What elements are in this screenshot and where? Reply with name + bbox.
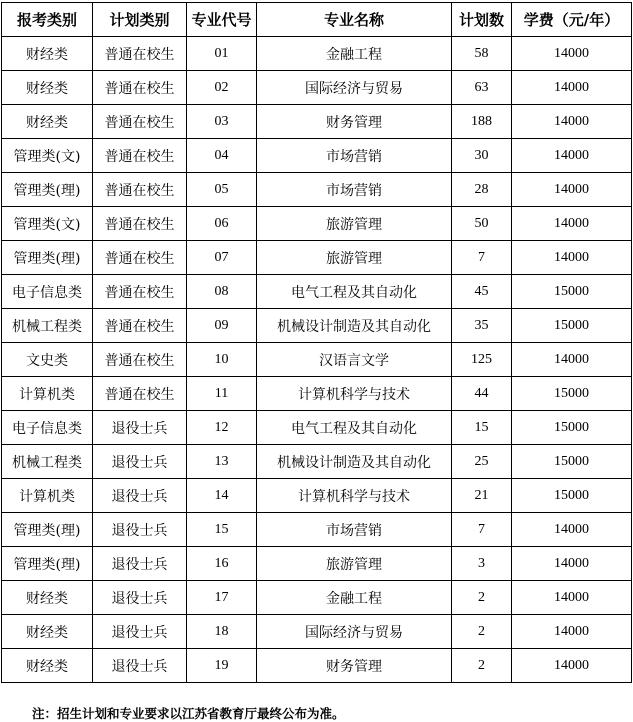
cell-major-code: 04	[187, 139, 257, 173]
cell-major-name: 国际经济与贸易	[257, 71, 452, 105]
header-plan-type: 计划类别	[93, 3, 187, 37]
cell-category: 管理类(理)	[2, 513, 93, 547]
cell-major-code: 02	[187, 71, 257, 105]
cell-major-name: 机械设计制造及其自动化	[257, 445, 452, 479]
header-plan-count: 计划数	[452, 3, 512, 37]
cell-tuition: 15000	[512, 411, 632, 445]
cell-major-code: 15	[187, 513, 257, 547]
enrollment-plan-table	[1, 2, 632, 683]
table-row	[2, 173, 632, 207]
table-row	[2, 479, 632, 513]
cell-plan-count: 58	[452, 37, 512, 71]
cell-plan-count: 35	[452, 309, 512, 343]
cell-tuition: 15000	[512, 275, 632, 309]
cell-plan-type: 普通在校生	[93, 71, 187, 105]
cell-plan-type: 退役士兵	[93, 445, 187, 479]
cell-major-code: 14	[187, 479, 257, 513]
cell-tuition: 14000	[512, 615, 632, 649]
cell-plan-count: 21	[452, 479, 512, 513]
cell-tuition: 14000	[512, 581, 632, 615]
cell-major-name: 旅游管理	[257, 241, 452, 275]
cell-category: 财经类	[2, 71, 93, 105]
cell-tuition: 15000	[512, 479, 632, 513]
cell-tuition: 14000	[512, 139, 632, 173]
cell-plan-count: 63	[452, 71, 512, 105]
cell-category: 财经类	[2, 649, 93, 683]
cell-major-name: 计算机科学与技术	[257, 377, 452, 411]
cell-plan-count: 2	[452, 649, 512, 683]
cell-plan-count: 25	[452, 445, 512, 479]
cell-tuition: 15000	[512, 309, 632, 343]
cell-major-name: 电气工程及其自动化	[257, 411, 452, 445]
cell-major-name: 计算机科学与技术	[257, 479, 452, 513]
cell-major-name: 汉语言文学	[257, 343, 452, 377]
table-row	[2, 547, 632, 581]
cell-plan-type: 退役士兵	[93, 615, 187, 649]
table-row	[2, 139, 632, 173]
cell-plan-type: 普通在校生	[93, 139, 187, 173]
table-row	[2, 207, 632, 241]
cell-major-code: 01	[187, 37, 257, 71]
cell-plan-count: 15	[452, 411, 512, 445]
cell-plan-type: 普通在校生	[93, 241, 187, 275]
cell-major-code: 16	[187, 547, 257, 581]
cell-major-code: 06	[187, 207, 257, 241]
cell-plan-count: 30	[452, 139, 512, 173]
cell-category: 管理类(理)	[2, 547, 93, 581]
cell-plan-count: 45	[452, 275, 512, 309]
cell-plan-count: 125	[452, 343, 512, 377]
cell-major-code: 17	[187, 581, 257, 615]
table-row	[2, 411, 632, 445]
cell-category: 电子信息类	[2, 411, 93, 445]
cell-category: 机械工程类	[2, 309, 93, 343]
header-major-name: 专业名称	[257, 3, 452, 37]
table-row	[2, 71, 632, 105]
cell-tuition: 14000	[512, 547, 632, 581]
cell-plan-type: 普通在校生	[93, 105, 187, 139]
cell-major-name: 市场营销	[257, 513, 452, 547]
cell-major-name: 机械设计制造及其自动化	[257, 309, 452, 343]
cell-category: 管理类(理)	[2, 241, 93, 275]
cell-major-code: 18	[187, 615, 257, 649]
cell-major-code: 10	[187, 343, 257, 377]
cell-major-name: 金融工程	[257, 581, 452, 615]
cell-plan-count: 188	[452, 105, 512, 139]
cell-major-code: 13	[187, 445, 257, 479]
cell-plan-count: 44	[452, 377, 512, 411]
cell-plan-type: 普通在校生	[93, 275, 187, 309]
cell-plan-count: 7	[452, 513, 512, 547]
cell-category: 机械工程类	[2, 445, 93, 479]
cell-plan-type: 普通在校生	[93, 173, 187, 207]
cell-category: 财经类	[2, 105, 93, 139]
table-row	[2, 275, 632, 309]
cell-major-code: 11	[187, 377, 257, 411]
header-tuition: 学费（元/年）	[512, 3, 632, 37]
cell-plan-type: 普通在校生	[93, 207, 187, 241]
header-major-code: 专业代号	[187, 3, 257, 37]
header-row	[2, 3, 632, 37]
cell-plan-type: 普通在校生	[93, 343, 187, 377]
table-row	[2, 377, 632, 411]
table-row	[2, 615, 632, 649]
table-row	[2, 105, 632, 139]
cell-tuition: 14000	[512, 173, 632, 207]
table-row	[2, 241, 632, 275]
table-body	[2, 37, 632, 683]
table-row	[2, 649, 632, 683]
cell-plan-type: 退役士兵	[93, 411, 187, 445]
cell-plan-count: 2	[452, 615, 512, 649]
cell-tuition: 14000	[512, 37, 632, 71]
table-row	[2, 37, 632, 71]
cell-plan-type: 退役士兵	[93, 649, 187, 683]
cell-tuition: 14000	[512, 207, 632, 241]
cell-plan-count: 2	[452, 581, 512, 615]
cell-tuition: 14000	[512, 241, 632, 275]
cell-plan-type: 退役士兵	[93, 547, 187, 581]
cell-category: 文史类	[2, 343, 93, 377]
cell-major-code: 19	[187, 649, 257, 683]
header-category: 报考类别	[2, 3, 93, 37]
cell-tuition: 15000	[512, 377, 632, 411]
cell-plan-type: 普通在校生	[93, 309, 187, 343]
cell-major-code: 07	[187, 241, 257, 275]
cell-category: 管理类(理)	[2, 173, 93, 207]
cell-plan-type: 退役士兵	[93, 479, 187, 513]
cell-plan-type: 退役士兵	[93, 581, 187, 615]
cell-category: 管理类(文)	[2, 207, 93, 241]
cell-category: 电子信息类	[2, 275, 93, 309]
table-row	[2, 343, 632, 377]
cell-major-code: 05	[187, 173, 257, 207]
cell-plan-count: 7	[452, 241, 512, 275]
cell-major-code: 09	[187, 309, 257, 343]
cell-major-name: 市场营销	[257, 139, 452, 173]
cell-major-name: 电气工程及其自动化	[257, 275, 452, 309]
cell-category: 计算机类	[2, 377, 93, 411]
cell-tuition: 14000	[512, 513, 632, 547]
table-row	[2, 513, 632, 547]
cell-plan-count: 50	[452, 207, 512, 241]
cell-major-name: 财务管理	[257, 649, 452, 683]
cell-category: 财经类	[2, 581, 93, 615]
cell-category: 计算机类	[2, 479, 93, 513]
cell-major-code: 12	[187, 411, 257, 445]
cell-category: 财经类	[2, 615, 93, 649]
cell-tuition: 15000	[512, 445, 632, 479]
cell-plan-type: 普通在校生	[93, 377, 187, 411]
table-row	[2, 445, 632, 479]
cell-major-name: 金融工程	[257, 37, 452, 71]
cell-major-name: 市场营销	[257, 173, 452, 207]
cell-category: 管理类(文)	[2, 139, 93, 173]
table-row	[2, 581, 632, 615]
cell-tuition: 14000	[512, 71, 632, 105]
cell-tuition: 14000	[512, 105, 632, 139]
cell-tuition: 14000	[512, 649, 632, 683]
table-row	[2, 309, 632, 343]
cell-major-name: 财务管理	[257, 105, 452, 139]
cell-major-code: 08	[187, 275, 257, 309]
cell-plan-type: 退役士兵	[93, 513, 187, 547]
cell-major-name: 旅游管理	[257, 547, 452, 581]
cell-plan-count: 28	[452, 173, 512, 207]
cell-major-name: 旅游管理	[257, 207, 452, 241]
cell-plan-type: 普通在校生	[93, 37, 187, 71]
cell-major-code: 03	[187, 105, 257, 139]
cell-tuition: 14000	[512, 343, 632, 377]
footnote: 注：招生计划和专业要求以江苏省教育厅最终公布为准。	[32, 706, 345, 721]
cell-plan-count: 3	[452, 547, 512, 581]
cell-major-name: 国际经济与贸易	[257, 615, 452, 649]
cell-category: 财经类	[2, 37, 93, 71]
